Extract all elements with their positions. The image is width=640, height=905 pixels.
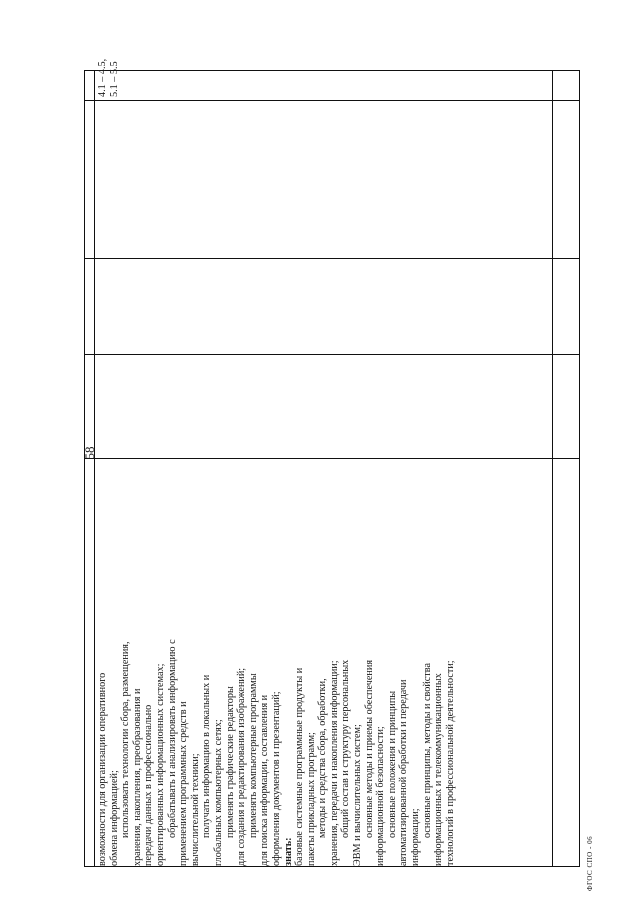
- list-line: пакеты прикладных программ;: [305, 732, 317, 866]
- list-line: ЭВМ и вычислительных систем;: [352, 724, 364, 866]
- list-line: получать информацию в локальных и: [201, 674, 213, 838]
- table-cell-divider: [85, 354, 579, 355]
- skills-knowledge-list: [97, 456, 456, 866]
- table-row-divider: [552, 71, 553, 866]
- list-line: методы и средства сбора, обработки,: [317, 678, 329, 838]
- table-row-divider: [94, 71, 95, 866]
- list-line: хранения, передачи и накопления информации;: [328, 660, 340, 866]
- competency-code-line: 4.1 – 4.5,: [97, 58, 108, 97]
- list-line: основные принципы, методы и свойства: [421, 663, 433, 838]
- list-line: общий состав и структуру персональных: [340, 659, 352, 838]
- table-cell-divider: [85, 100, 579, 101]
- list-line: основные методы и приемы обеспечения: [363, 659, 375, 838]
- list-line: применять компьютерные программы: [247, 673, 259, 838]
- list-line: обрабатывать и анализировать информацию с: [166, 639, 178, 838]
- list-line: возможности для организации оперативного: [97, 672, 108, 866]
- page-number: 58: [82, 446, 97, 460]
- list-line: информационной безопасности;: [375, 726, 387, 866]
- list-line: ориентированных информационных системах;: [154, 663, 166, 866]
- list-line: для создания и редактирования изображений;: [236, 667, 248, 866]
- list-line: вычислительной техники;: [189, 753, 201, 866]
- section-heading: знать:: [282, 837, 294, 866]
- list-line: основные положения и принципы: [386, 690, 398, 838]
- competency-table: [84, 58, 580, 867]
- list-line: оформления документов и презентаций;: [270, 691, 282, 866]
- document-footer-code: ФГОС СПО - 06: [586, 835, 594, 891]
- list-line: для поиска информации, составления и: [259, 694, 271, 866]
- competency-codes: [97, 59, 120, 97]
- list-line: информационных и телекоммуникационных: [433, 673, 445, 866]
- competency-code-line: 5.1 – 5.5: [108, 61, 120, 97]
- list-line: хранения, накопления, преобразования и: [131, 688, 143, 866]
- list-line: глобальных компьютерных сетях;: [212, 719, 224, 866]
- list-line: автоматизированной обработки и передачи: [398, 679, 410, 866]
- list-line: базовые системные программные продукты и: [294, 667, 306, 866]
- list-line: передачи данных в профессионально: [143, 704, 155, 866]
- list-line: применять графические редакторы: [224, 686, 236, 838]
- list-line: обмена информацией;: [108, 770, 120, 866]
- table-cell-divider: [85, 258, 579, 259]
- list-line: информации;: [410, 808, 422, 866]
- list-line: использовать технологии сбора, размещения,: [120, 641, 132, 838]
- list-line: применением программных средств и: [178, 701, 190, 866]
- list-line: технологий в профессиональной деятельности;: [444, 660, 456, 866]
